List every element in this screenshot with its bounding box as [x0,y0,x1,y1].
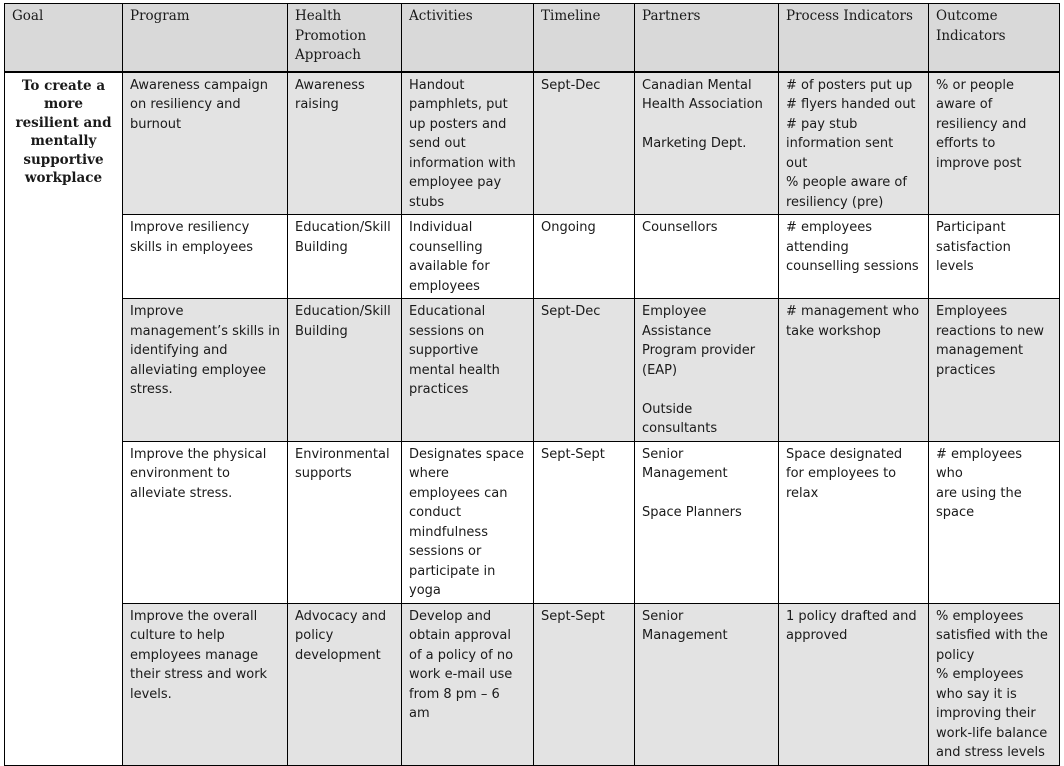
process-indicators-cell: Space designated for employees to relax [779,441,929,603]
activities-cell: Educational sessions on supportive mental health practices [402,299,534,442]
activities-cell: Develop and obtain approval of a policy of no work e-mail use from 8 pm – 6 am [402,603,534,765]
partners-cell: Canadian Mental Health Association Marketing Dept. [635,72,779,215]
table-row [5,72,1060,215]
outcome-indicators-cell: # employees who are using the space [929,441,1060,603]
partners-cell: Employee Assistance Program provider (EAP) Outside consultants [635,299,779,442]
process-indicators-cell: # of posters put up # flyers handed out # pay stub information sent out % people aware of resiliency (pre) [779,72,929,215]
approach-cell: Education/Skill Building [288,215,402,299]
process-indicators-cell: # management who take workshop [779,299,929,442]
activities-cell: Individual counselling available for employees [402,215,534,299]
program-cell: Improve resiliency skills in employees [123,215,288,299]
approach-cell: Education/Skill Building [288,299,402,442]
header-outcome-indicators: Outcome Indicators [929,4,1060,72]
header-program: Program [123,4,288,72]
header-process-indicators: Process Indicators [779,4,929,72]
process-indicators-cell: # employees attending counselling sessions [779,215,929,299]
activities-cell: Designates space where employees can conduct mindfulness sessions or participate in yoga [402,441,534,603]
header-health-promotion-approach: Health Promotion Approach [288,4,402,72]
partners-cell: Senior Management [635,603,779,765]
header-timeline: Timeline [534,4,635,72]
header-row [5,4,1060,72]
timeline-cell: Sept-Dec [534,72,635,215]
outcome-indicators-cell: % or people aware of resiliency and efforts to improve post [929,72,1060,215]
table-row [5,299,1060,442]
program-cell: Improve the physical environment to alleviate stress. [123,441,288,603]
outcome-indicators-cell: Employees reactions to new management practices [929,299,1060,442]
program-plan-table [4,3,1060,766]
partners-cell: Counsellors [635,215,779,299]
approach-cell: Awareness raising [288,72,402,215]
goal-cell: To create a more resilient and mentally supportive workplace [5,72,123,766]
timeline-cell: Sept-Sept [534,603,635,765]
activities-cell: Handout pamphlets, put up posters and send out information with employee pay stubs [402,72,534,215]
timeline-cell: Sept-Sept [534,441,635,603]
approach-cell: Environmental supports [288,441,402,603]
program-cell: Improve the overall culture to help employees manage their stress and work levels. [123,603,288,765]
outcome-indicators-cell: Participant satisfaction levels [929,215,1060,299]
header-partners: Partners [635,4,779,72]
timeline-cell: Ongoing [534,215,635,299]
approach-cell: Advocacy and policy development [288,603,402,765]
timeline-cell: Sept-Dec [534,299,635,442]
process-indicators-cell: 1 policy drafted and approved [779,603,929,765]
outcome-indicators-cell: % employees satisfied with the policy % employees who say it is improving their work-life balance and stress levels [929,603,1060,765]
table-row [5,603,1060,765]
partners-cell: Senior Management Space Planners [635,441,779,603]
program-cell: Improve management’s skills in identifying and alleviating employee stress. [123,299,288,442]
table-row [5,215,1060,299]
header-activities: Activities [402,4,534,72]
program-cell: Awareness campaign on resiliency and burnout [123,72,288,215]
header-goal: Goal [5,4,123,72]
table-row [5,441,1060,603]
